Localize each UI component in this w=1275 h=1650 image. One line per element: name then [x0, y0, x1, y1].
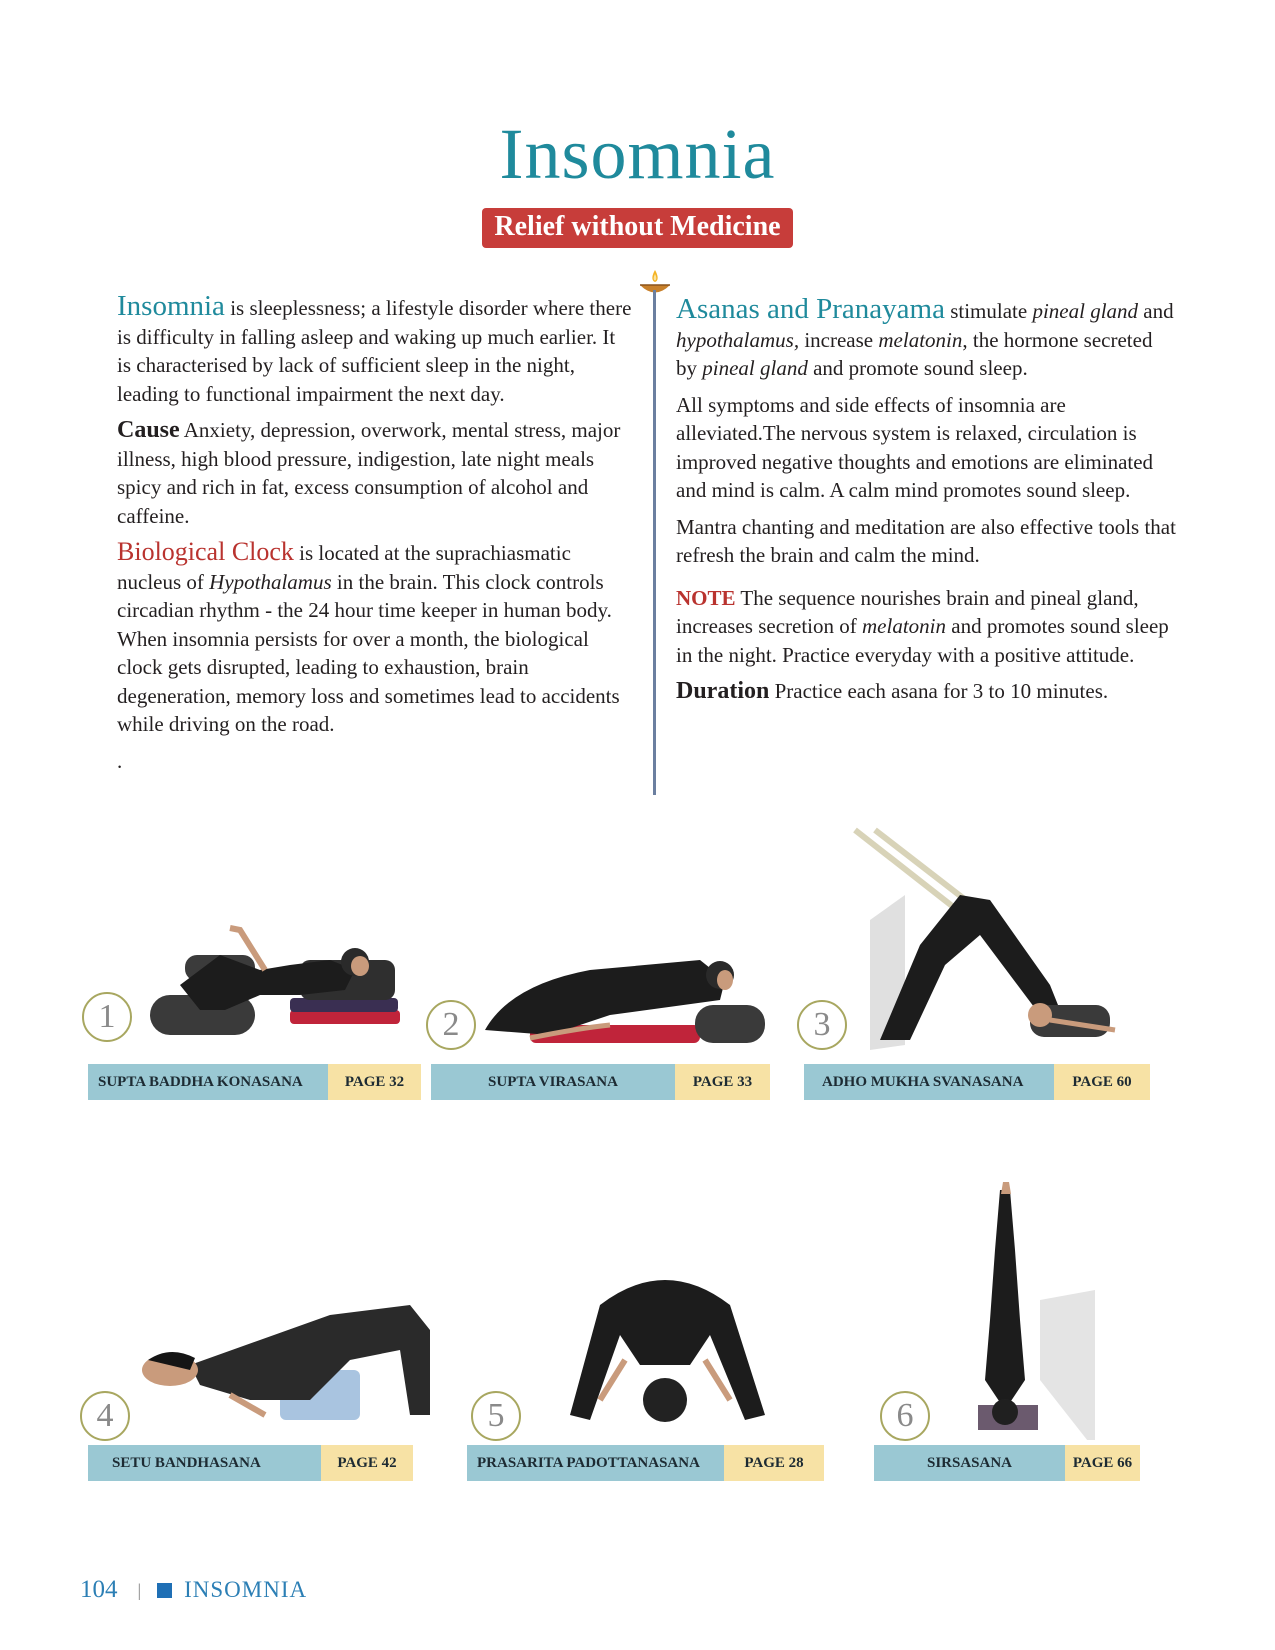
pose-number-3: 3: [797, 1000, 847, 1050]
column-divider: [653, 290, 656, 795]
pose-page-4: PAGE 42: [321, 1445, 413, 1481]
clock-term: Biological Clock: [117, 537, 294, 566]
asanas-italic-1: pineal gland: [1032, 299, 1139, 323]
pose-page-2: PAGE 33: [675, 1064, 770, 1100]
pose-name-6: SIRSASANA: [874, 1445, 1065, 1481]
asanas-italic-4: pineal gland: [702, 356, 808, 380]
page-title: Insomnia: [499, 114, 776, 194]
pose-photo-5: [530, 1265, 800, 1440]
cause-term: Cause: [117, 417, 180, 443]
duration-term: Duration: [676, 678, 770, 704]
pose-number-6: 6: [880, 1391, 930, 1441]
pose-name-2: SUPTA VIRASANA: [431, 1064, 675, 1100]
pose-name-5: PRASARITA PADOTTANASANA: [467, 1445, 724, 1481]
note-text-1: The sequence nourishes brain and pineal gland, increases secretion of: [676, 585, 1139, 638]
footer-section-title: INSOMNIA: [184, 1577, 308, 1602]
pose-photo-6: [965, 1180, 1115, 1440]
pose-page-5: PAGE 28: [724, 1445, 824, 1481]
asanas-text-5: and promote sound sleep.: [807, 356, 1028, 380]
page-footer: [80, 1576, 307, 1604]
cause-paragraph: [117, 416, 632, 530]
pose-photo-1: [140, 900, 420, 1050]
pose-name-3: ADHO MUKHA SVANASANA: [804, 1064, 1054, 1100]
intro-term: Insomnia: [117, 290, 225, 322]
subtitle-badge: Relief without Medicine: [482, 208, 792, 248]
page-number: 104: [80, 1576, 118, 1603]
intro-paragraph: [117, 292, 632, 408]
asanas-text-1: stimulate: [944, 299, 1033, 323]
pose-name-1: SUPTA BADDHA KONASANA: [88, 1064, 328, 1100]
right-column: [676, 295, 1176, 714]
note-label: NOTE: [676, 585, 736, 610]
pose-number-4: 4: [80, 1391, 130, 1441]
pose-label-2: [431, 1064, 770, 1100]
pose-number-1: 1: [82, 992, 132, 1042]
pose-photo-2: [470, 930, 770, 1055]
clock-text-1: is located at the suprachiasmatic nucleus of: [117, 541, 571, 594]
trailing-dot: .: [117, 748, 123, 773]
pose-label-4: [88, 1445, 413, 1481]
intro-text: is sleeplessness; a lifestyle disorder where there is difficulty in falling asleep and waking up much earlier. It is characterised by lack of sufficient sleep in the night, leading to functional impairment the next day.: [117, 296, 632, 406]
clock-italic: Hypothalamus: [209, 569, 332, 594]
pose-number-5: 5: [471, 1391, 521, 1441]
pose-label-5: [467, 1445, 824, 1481]
asanas-text-3: increase: [799, 327, 879, 352]
pose-label-3: [804, 1064, 1150, 1100]
pose-page-6: PAGE 66: [1065, 1445, 1140, 1481]
pose-label-1: [88, 1064, 421, 1100]
note-paragraph: [676, 584, 1176, 670]
asanas-italic-3: melatonin: [878, 327, 963, 352]
clock-text-2: in the brain. This clock controls circadian rhythm - the 24 hour time keeper in human body. When insomnia persists for over a month, the biological clock gets disrupted, leading to exhaustion, brain degeneration, memory loss and sometimes lead to accidents while driving on the road.: [117, 569, 620, 736]
pose-number-2: 2: [426, 1000, 476, 1050]
note-text-2: and promotes sound sleep in the night. Practice everyday with a positive attitude.: [676, 614, 1169, 667]
subtitle-container: [0, 208, 1275, 248]
footer-separator: |: [137, 1579, 142, 1600]
duration-text: Practice each asana for 3 to 10 minutes.: [769, 679, 1109, 703]
asanas-term: Asanas and Pranayama: [676, 293, 945, 325]
mantra-paragraph: Mantra chanting and meditation are also effective tools that refresh the brain and calm the mind.: [676, 514, 1176, 567]
asanas-text-2: and: [1138, 299, 1174, 323]
clock-paragraph: [117, 538, 632, 739]
pose-name-4: SETU BANDHASANA: [88, 1445, 321, 1481]
asanas-italic-2: hypothalamus,: [676, 327, 800, 352]
cause-text: Anxiety, depression, overwork, mental stress, major illness, high blood pressure, indigestion, late night meals spicy and rich in fat, excess consumption of alcohol and caffeine.: [117, 418, 621, 528]
symptoms-paragraph: All symptoms and side effects of insomnia are alleviated.The nervous system is relaxed, circulation is improved negative thoughts and emotions are eliminated and mind is calm. A calm mind promotes sound sleep.: [676, 392, 1154, 502]
duration-paragraph: [676, 677, 1176, 706]
pose-photo-4: [130, 1290, 450, 1440]
square-bullet-icon: [157, 1583, 172, 1598]
asanas-text-4: , the hormone secreted by: [676, 327, 1153, 380]
asanas-paragraph: [676, 295, 1176, 383]
pose-photo-3: [850, 825, 1160, 1055]
pose-label-6: [874, 1445, 1140, 1481]
note-italic: melatonin: [862, 614, 946, 638]
pose-page-3: PAGE 60: [1054, 1064, 1150, 1100]
left-column: [117, 292, 632, 783]
pose-page-1: PAGE 32: [328, 1064, 421, 1100]
